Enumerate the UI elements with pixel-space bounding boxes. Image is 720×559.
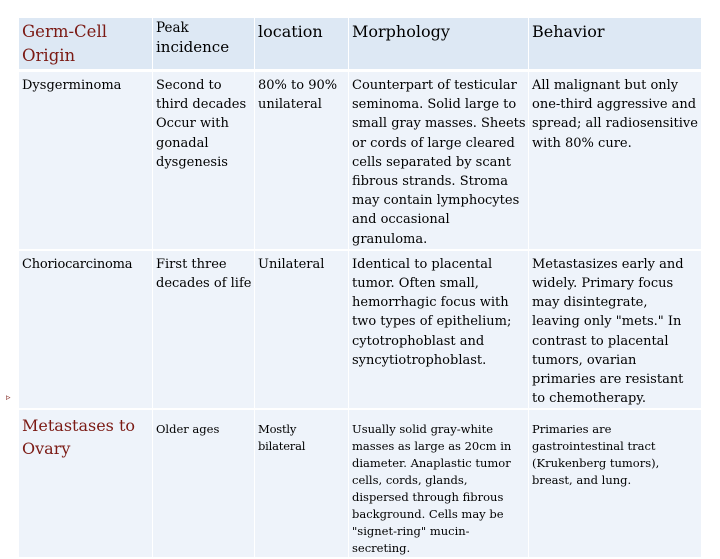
header-morphology: Morphology (349, 18, 529, 71)
cell-peak: Second to third decades Occur with gonadal dysgenesis (153, 71, 255, 250)
cell-morphology: Identical to placental tumor. Often small, hemorrhagic focus with two types of epithelium; cytotrophoblast and syncytiotrophoblast. (349, 250, 529, 410)
header-location: location (255, 18, 349, 71)
table-row (19, 250, 702, 410)
cell-morphology: Usually solid gray-white masses as large as 20cm in diameter. Anaplastic tumor cells, cords, glands, dispersed through fibrous background. Cells may be "signet-ring" mucin-secreting. (349, 409, 529, 558)
cell-location: Unilateral (255, 250, 349, 410)
table-row (19, 409, 702, 558)
header-peak (153, 18, 255, 71)
header-behavior: Behavior (529, 18, 702, 71)
cell-behavior: All malignant but only one-third aggressive and spread; all radiosensitive with 80% cure. (529, 71, 702, 250)
cell-location: 80% to 90% unilateral (255, 71, 349, 250)
header-peak-line1: Peak (156, 20, 189, 36)
cell-peak: First three decades of life (153, 250, 255, 410)
cell-origin: Metastases to Ovary (19, 409, 153, 558)
header-row (19, 18, 702, 71)
germ-cell-tumor-table (18, 18, 702, 559)
header-origin-line2: Origin (22, 46, 76, 65)
cell-behavior: Metastasizes early and widely. Primary focus may disintegrate, leaving only "mets." In contrast to placental tumors, ovarian primaries are resistant to chemotherapy. (529, 250, 702, 410)
cell-location: Mostly bilateral (255, 409, 349, 558)
cell-origin: Choriocarcinoma (19, 250, 153, 410)
header-origin (19, 18, 153, 71)
cell-behavior: Primaries are gastrointestinal tract (Krukenberg tumors), breast, and lung. (529, 409, 702, 558)
header-origin-line1: Germ-Cell (22, 22, 107, 41)
table-row (19, 71, 702, 250)
cell-peak: Older ages (153, 409, 255, 558)
cell-origin: Dysgerminoma (19, 71, 153, 250)
cell-morphology: Counterpart of testicular seminoma. Solid large to small gray masses. Sheets or cords of large cleared cells separated by scant fibrous strands. Stroma may contain lymphocytes and occasional granuloma. (349, 71, 529, 250)
bullet-marker-icon: ▹ (6, 393, 11, 403)
header-peak-line2: incidence (156, 38, 230, 56)
